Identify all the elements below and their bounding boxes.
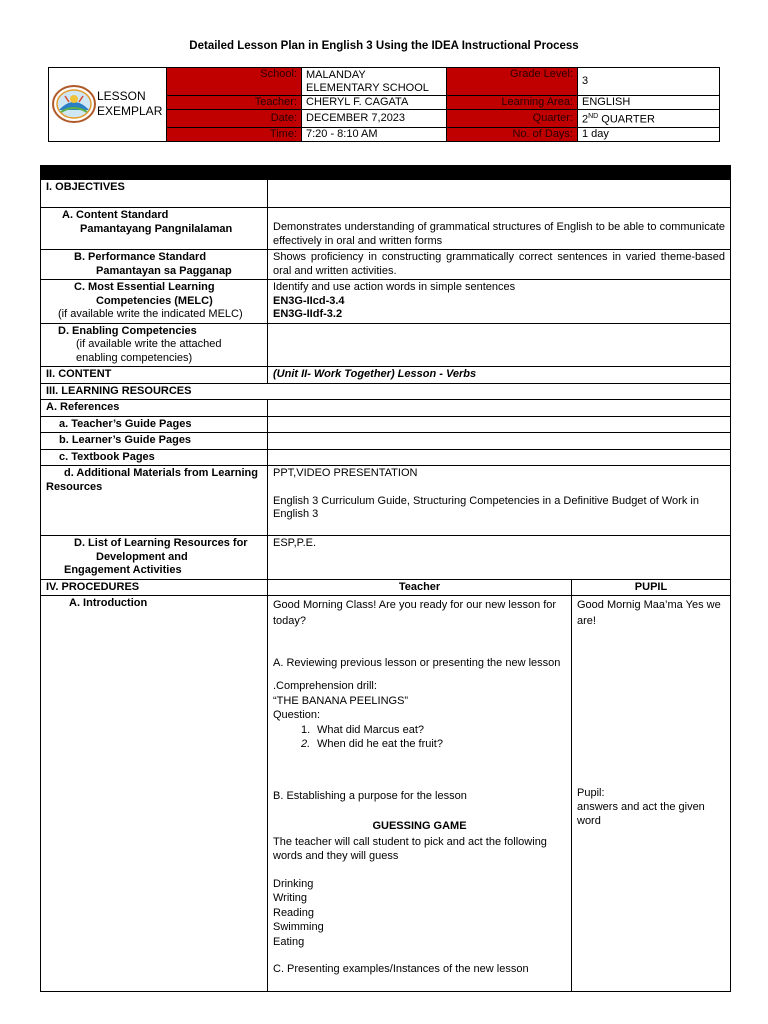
teacher-activities xyxy=(268,596,572,992)
melc-text: Identify and use action words in simple sentences xyxy=(273,281,516,293)
melc-label xyxy=(41,280,268,324)
additional-materials-label xyxy=(41,466,268,536)
quarter-label: Quarter: xyxy=(447,110,578,128)
teacher-value: CHERYL F. CAGATA xyxy=(302,96,447,110)
learning-area-value: ENGLISH xyxy=(578,96,720,110)
performance-standard-subtitle: Pamantayan sa Pagganap xyxy=(96,264,232,277)
list-resources-line2: Development and xyxy=(96,550,188,563)
list-resources-text: ESP,P.E. xyxy=(268,536,731,580)
lesson-exemplar-logo-cell xyxy=(49,68,167,142)
procedures-heading: IV. PROCEDURES xyxy=(41,579,268,596)
performance-standard-text: Shows proficiency in constructing grammatically correct sentences in varied theme-based oral and written activities. xyxy=(268,250,731,280)
teacher-column-header: Teacher xyxy=(268,579,572,596)
grade-value: 3 xyxy=(578,68,720,96)
content-standard-title: A. Content Standard xyxy=(62,209,169,221)
school-value xyxy=(302,68,447,96)
performance-standard-label xyxy=(41,250,268,280)
date-value: DECEMBER 7,2023 xyxy=(302,110,447,128)
content-standard-label xyxy=(41,208,268,250)
enabling-competencies-label xyxy=(41,323,268,367)
pupil-answer: answers and act the given word xyxy=(577,801,705,827)
pupil-label: Pupil: xyxy=(577,787,605,799)
additional-materials-subtitle: Resources xyxy=(46,480,103,493)
quarter-word: QUARTER xyxy=(598,113,655,126)
melc-code-1: EN3G-IIcd-3.4 xyxy=(273,294,345,307)
question-item-1: 1. What did Marcus eat? xyxy=(301,723,424,736)
grade-label: Grade Level: xyxy=(447,68,578,96)
teacher-label: Teacher: xyxy=(167,96,302,110)
teacher-greeting: Good Morning Class! Are you ready for our new lesson for today? xyxy=(273,599,557,627)
learners-guide-label: b. Learner’s Guide Pages xyxy=(41,433,268,450)
logo-text-exemplar: EXEMPLAR xyxy=(97,104,163,119)
list-resources-line3: Engagement Activities xyxy=(64,564,182,576)
deped-seal-icon xyxy=(51,84,97,124)
pupil-column-header: PUPIL xyxy=(572,579,731,596)
quarter-number: 2 xyxy=(582,113,589,126)
document-title: Detailed Lesson Plan in English 3 Using the IDEA Instructional Process xyxy=(189,40,579,52)
teacher-purpose: B. Establishing a purpose for the lesson xyxy=(273,789,467,802)
teacher-drill: .Comprehension drill: xyxy=(273,680,377,692)
references-label: A. References xyxy=(41,400,268,417)
list-of-resources-label xyxy=(41,536,268,580)
melc-title: C. Most Essential Learning xyxy=(74,281,215,293)
content-standard-text: Demonstrates understanding of grammatical structures of English to be able to communicate effectively in oral and written forms xyxy=(268,208,731,250)
word-item: Reading xyxy=(273,906,314,919)
melc-content xyxy=(268,280,731,324)
melc-subtitle: Competencies (MELC) xyxy=(96,294,213,307)
content-value: (Unit II- Work Together) Lesson - Verbs xyxy=(268,367,731,384)
guessing-game-title: GUESSING GAME xyxy=(372,820,467,832)
enabling-note-1: (if available write the attached xyxy=(76,338,222,350)
additional-materials-text-2: English 3 Curriculum Guide, Structuring Competencies in a Definitive Budget of Work in English 3 xyxy=(273,494,699,520)
enabling-note-2: enabling competencies) xyxy=(76,351,193,364)
teacher-question-label: Question: xyxy=(273,709,321,721)
word-item: Eating xyxy=(273,935,305,948)
pupil-activities xyxy=(572,596,731,992)
days-label: No. of Days: xyxy=(447,127,578,141)
school-value-line1: MALANDAY xyxy=(306,68,366,81)
school-value-line2: ELEMENTARY SCHOOL xyxy=(306,81,429,94)
header-table xyxy=(48,67,720,142)
content-heading: II. CONTENT xyxy=(41,367,268,384)
objectives-heading: I. OBJECTIVES xyxy=(41,180,268,208)
list-resources-title: D. List of Learning Resources for xyxy=(74,537,248,549)
school-label: School: xyxy=(167,68,302,96)
lesson-plan-table xyxy=(40,165,731,992)
pupil-greeting: Good Mornig Maa’ma Yes we are! xyxy=(577,599,721,627)
melc-code-2: EN3G-IIdf-3.2 xyxy=(273,308,343,320)
logo-text-lesson: LESSON xyxy=(97,89,146,104)
question-item-2: 2. When did he eat the fruit? xyxy=(301,738,443,750)
word-item: Writing xyxy=(273,892,308,904)
teacher-examples: C. Presenting examples/Instances of the new lesson xyxy=(273,963,529,975)
performance-standard-title: B. Performance Standard xyxy=(74,251,207,263)
additional-materials-text-1: PPT,VIDEO PRESENTATION xyxy=(273,467,418,479)
days-value: 1 day xyxy=(578,127,720,141)
melc-note: (if available write the indicated MELC) xyxy=(58,308,243,320)
quarter-suffix: ND xyxy=(588,113,599,120)
introduction-label: A. Introduction xyxy=(41,596,268,992)
additional-materials-content xyxy=(268,466,731,536)
time-label: Time: xyxy=(167,127,302,141)
word-item: Drinking xyxy=(273,877,314,890)
learning-area-label: Learning Area: xyxy=(447,96,578,110)
word-item: Swimming xyxy=(273,921,324,933)
guessing-game-description: The teacher will call student to pick and act the following words and they will guess xyxy=(273,835,547,862)
teacher-review: A. Reviewing previous lesson or presenting the new lesson xyxy=(273,657,561,669)
date-label: Date: xyxy=(167,110,302,128)
content-standard-subtitle: Pamantayang Pangnilalaman xyxy=(80,222,233,235)
teachers-guide-label: a. Teacher’s Guide Pages xyxy=(41,416,268,433)
additional-materials-title: d. Additional Materials from Learning xyxy=(64,467,258,479)
table-header-bar xyxy=(41,166,731,180)
quarter-value xyxy=(578,110,720,128)
textbook-pages-label: c. Textbook Pages xyxy=(41,449,268,466)
learning-resources-heading: III. LEARNING RESOURCES xyxy=(41,383,731,400)
enabling-title: D. Enabling Competencies xyxy=(58,324,197,337)
teacher-story-title: “THE BANANA PEELINGS” xyxy=(273,694,409,707)
time-value: 7:20 - 8:10 AM xyxy=(302,127,447,141)
